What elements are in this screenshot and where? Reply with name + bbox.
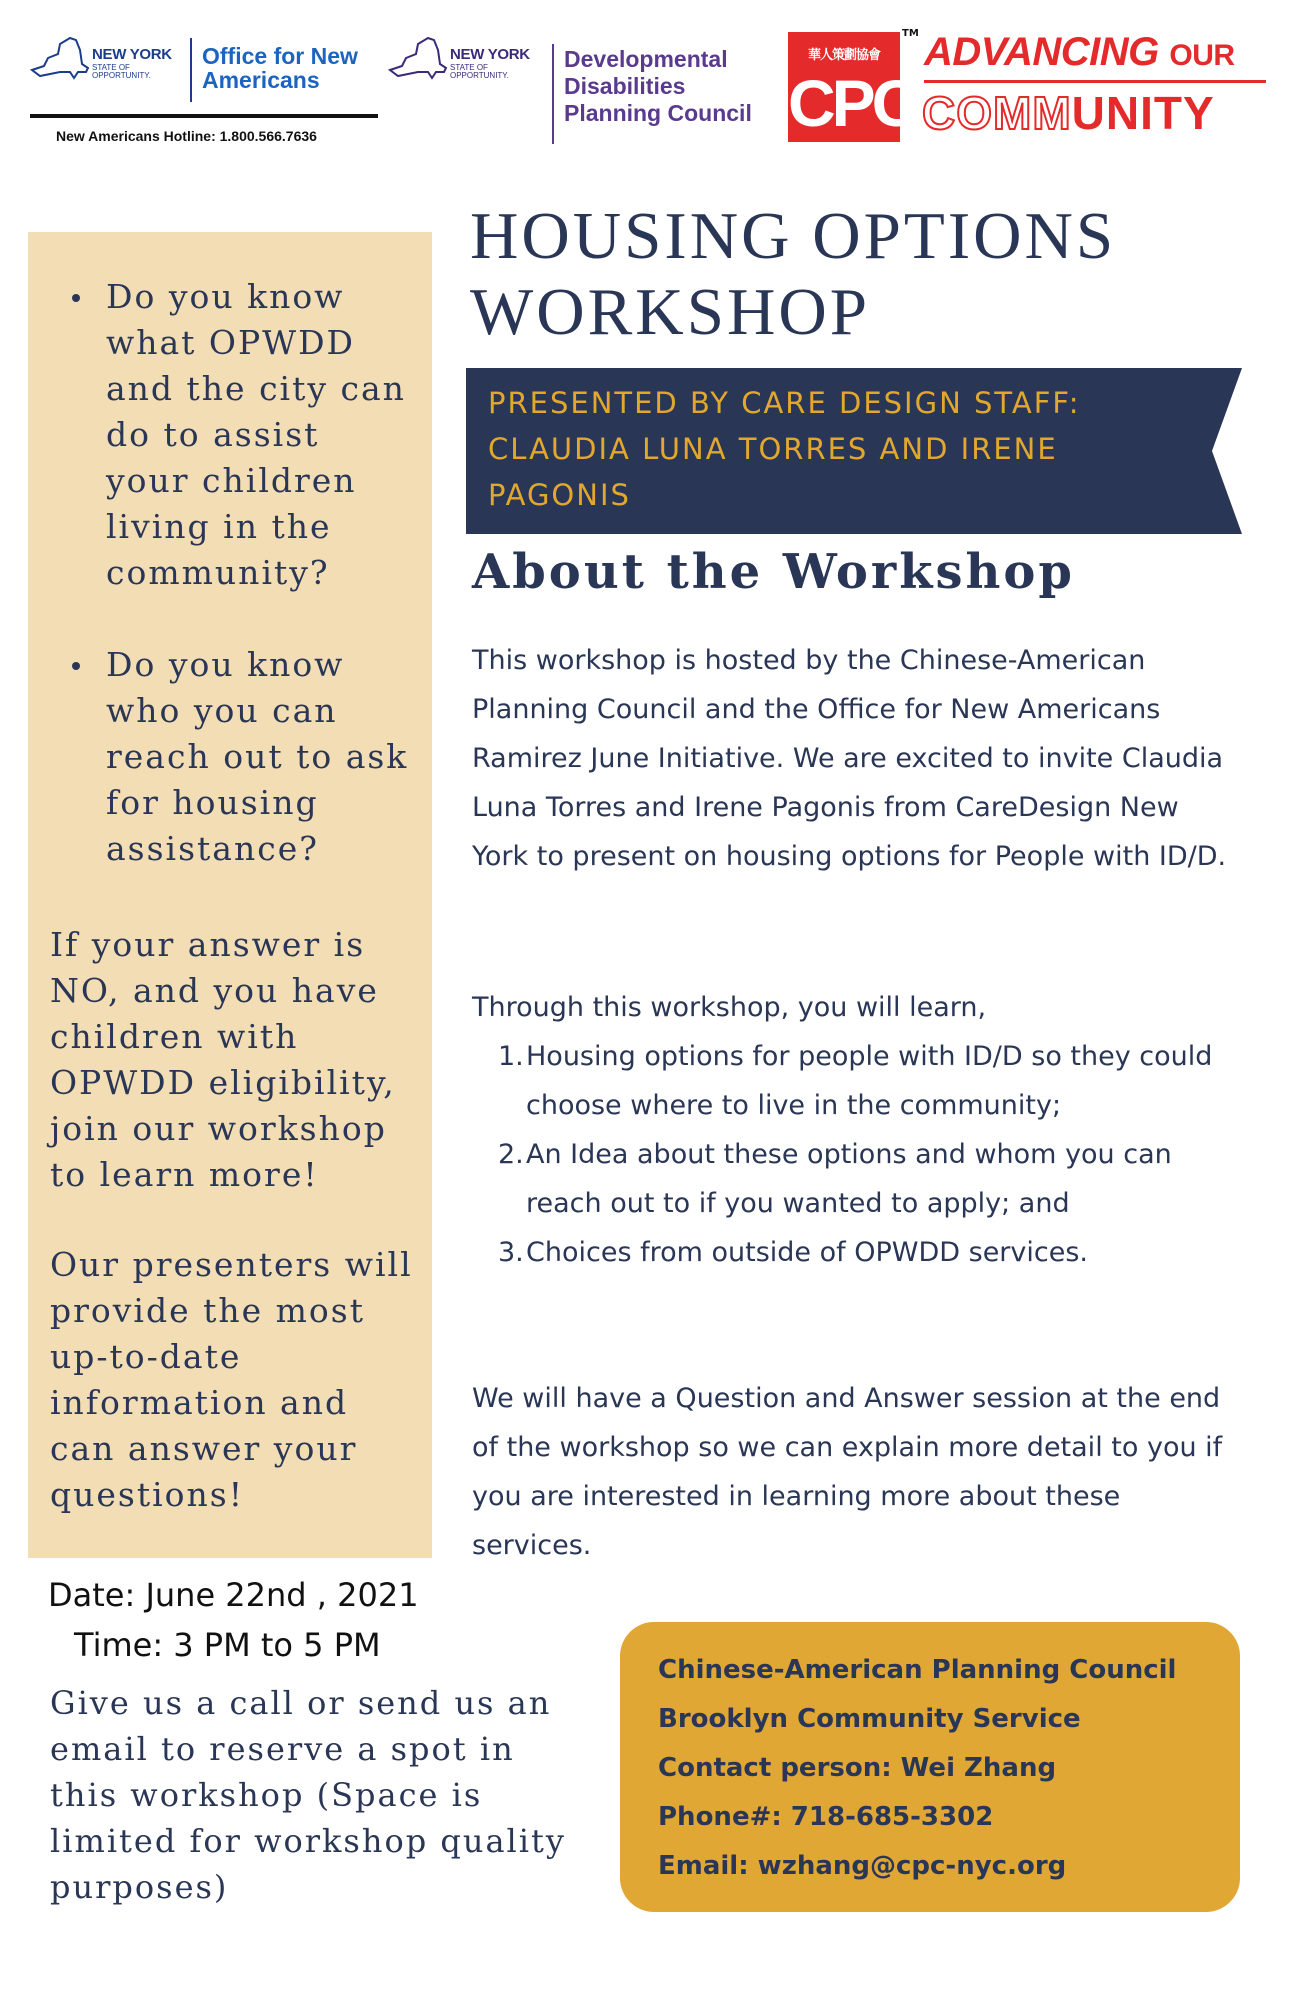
nys-tagline: STATE OF OPPORTUNITY. [92,63,151,80]
event-date: Date: June 22nd , 2021 [48,1576,419,1614]
new-york-state-map-icon [30,36,90,82]
contact-box [620,1622,1240,1912]
hotline-text: New Americans Hotline: 1.800.566.7636 [56,128,317,144]
list-text: Choices from outside of OPWDD services. [526,1237,1088,1268]
trademark-mark: TM [902,28,919,39]
list-item [472,1130,1232,1228]
list-number: 2. [498,1139,524,1170]
cpc-logo [788,28,1268,148]
event-time: Time: 3 PM to 5 PM [74,1626,381,1664]
learn-list [472,1032,1232,1277]
reservation-note: Give us a call or send us an email to reserve a spot in this workshop (Space is limited for workshop quality purposes) [50,1684,566,1906]
advancing-our-text [924,30,1235,75]
contact-phone[interactable]: Phone#: 718-685-3302 [658,1802,994,1832]
logo-divider [552,44,554,144]
invitation-paragraph: If your answer is NO, and you have children with OPWDD eligibility, join our workshop to learn more! [50,925,396,1194]
advancing-word: ADVANCING [924,30,1159,74]
cpc-rule [924,80,1266,83]
contact-org: Chinese-American Planning Council [658,1655,1177,1685]
presenters-paragraph: Our presenters will provide the most up-to-date information and can answer your questions! [50,1245,413,1514]
presenter-text: PRESENTED BY CARE DESIGN STAFF: CLAUDIA LUNA TORRES AND IRENE PAGONIS [488,386,1081,512]
about-heading: About the Workshop [472,544,1075,600]
question-list [28,274,432,918]
new-york-state-map-icon [388,36,448,82]
question-item: Do you know who you can reach out to ask for housing assistance? [28,642,432,872]
office-for-new-americans-logo [30,30,380,150]
qa-paragraph: We will have a Question and Answer session at the end of the workshop so we can explain more detail to you if you are interested in learning more about these services. [472,1383,1223,1561]
community-fill-part: UNITY [1071,87,1215,139]
nys-tagline: STATE OF OPPORTUNITY. [450,63,509,80]
logo-underline [30,114,378,118]
list-text: An Idea about these options and whom you can reach out to if you wanted to apply; and [526,1139,1172,1219]
contact-branch: Brooklyn Community Service [658,1704,1081,1734]
nys-wordmark: NEW YORK [92,46,172,63]
cpc-letters: CPC [788,66,916,140]
learn-intro: Through this workshop, you will learn, [472,992,987,1023]
cpc-chinese-name: 華人策劃協會 [807,48,880,63]
list-number: 1. [498,1041,524,1072]
logo-divider [190,38,192,102]
ddpc-logo [388,30,768,140]
list-text: Housing options for people with ID/D so they could choose where to live in the community; [526,1041,1213,1121]
list-number: 3. [498,1237,524,1268]
community-text [922,86,1215,140]
list-item [472,1032,1232,1130]
community-outline-part: COMM [922,87,1072,139]
our-word: OUR [1169,39,1235,72]
ddpc-name: Developmental Disabilities Planning Council [564,46,752,126]
nys-wordmark: NEW YORK [450,46,530,63]
page-title: HOUSING OPTIONS WORKSHOP [470,199,1117,349]
contact-details [658,1646,1238,1891]
presenter-banner [466,368,1242,534]
question-item: Do you know what OPWDD and the city can do to assist your children living in the community? [28,274,432,596]
office-name: Office for New Americans [202,43,358,93]
questions-panel [28,232,432,1558]
list-item [472,1228,1232,1277]
contact-person: Contact person: Wei Zhang [658,1753,1057,1783]
about-paragraph: This workshop is hosted by the Chinese-American Planning Council and the Office for New Americans Ramirez June Initiative. We are excited to invite Claudia Luna Torres and Irene Pagonis from CareDesign New York to present on housing options for People with ID/D. [472,645,1227,872]
contact-email[interactable]: Email: wzhang@cpc-nyc.org [658,1851,1067,1881]
